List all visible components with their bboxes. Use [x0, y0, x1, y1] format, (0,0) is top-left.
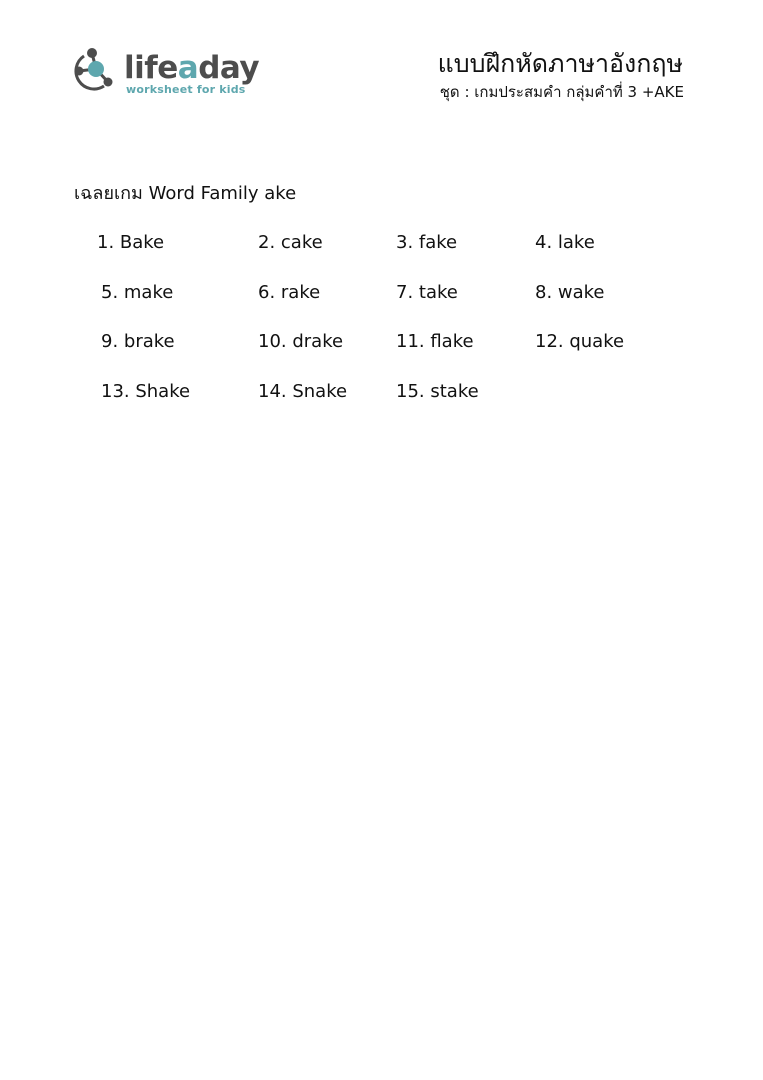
- logo-wordmark: lifeaday: [124, 50, 260, 86]
- answer-item: 15. stake: [396, 381, 479, 402]
- answer-key-title: เฉลยเกม Word Family ake: [74, 183, 297, 204]
- lifeaday-logo: [74, 44, 264, 104]
- answer-item: 6. rake: [258, 282, 321, 303]
- worksheet-title: แบบฝึกหัดภาษาอังกฤษ: [437, 49, 683, 78]
- answer-item: 11. flake: [396, 331, 474, 352]
- answer-item: 7. take: [396, 282, 458, 303]
- answer-item: 13. Shake: [101, 381, 191, 402]
- answer-item: 2. cake: [258, 232, 323, 253]
- logo-tagline: worksheet for kids: [126, 83, 246, 96]
- answer-item: 9. brake: [101, 331, 175, 352]
- answer-item: 10. drake: [258, 331, 344, 352]
- answer-item: 14. Snake: [258, 381, 348, 402]
- answer-item: 3. fake: [396, 232, 458, 253]
- answer-item: 12. quake: [535, 331, 625, 352]
- answer-item: 8. wake: [535, 282, 605, 303]
- answer-item: 5. make: [101, 282, 174, 303]
- answer-item: 1. Bake: [97, 232, 165, 253]
- worksheet-subtitle: ชุด : เกมประสมคำ กลุ่มคำที่ 3 +AKE: [439, 83, 684, 101]
- molecule-logo-icon: [74, 46, 122, 94]
- answer-item: 4. lake: [535, 232, 595, 253]
